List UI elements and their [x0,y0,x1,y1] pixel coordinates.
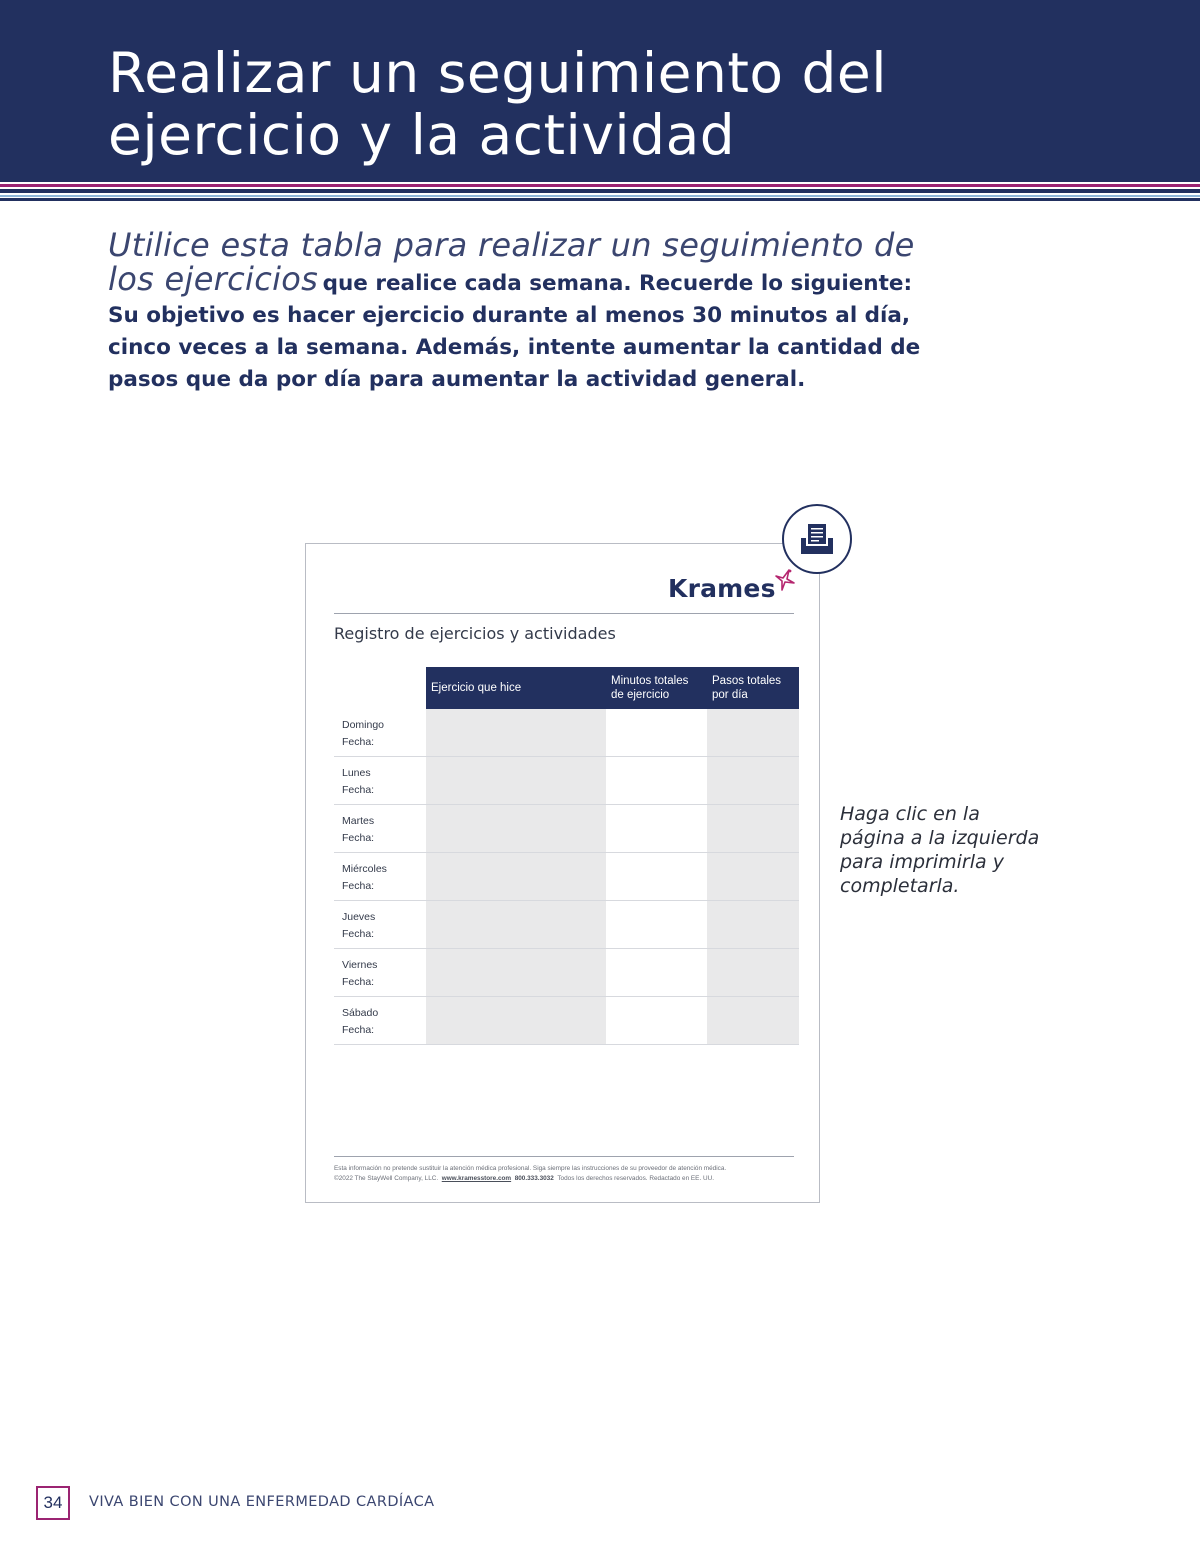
date-label: Fecha: [342,1024,375,1036]
minutes-cell [606,709,707,757]
minutes-cell [606,997,707,1045]
disclaimer-url: www.kramesstore.com [441,1175,512,1182]
disclaimer-phone: 800.333.3032 [514,1175,554,1182]
header-stripe-magenta [0,184,1200,187]
table-row [334,997,799,1045]
steps-cell [707,709,799,757]
day-cell [334,901,426,949]
day-name: Sábado [342,1007,379,1019]
page-title [108,42,1108,166]
table-row [334,949,799,997]
minutes-cell [606,949,707,997]
disclaimer-copyright: ©2022 The StayWell Company, LLC. [334,1175,439,1182]
page-number: 34 [36,1486,70,1520]
day-cell [334,949,426,997]
steps-cell [707,853,799,901]
table-header-blank [334,667,426,709]
day-name: Jueves [342,911,376,923]
minutes-cell [606,757,707,805]
date-label: Fecha: [342,832,375,844]
day-cell [334,805,426,853]
date-label: Fecha: [342,880,375,892]
table-row [334,709,799,757]
printable-form-preview[interactable] [305,543,820,1203]
table-row [334,853,799,901]
minutes-cell [606,853,707,901]
disclaimer-rights: Todos los derechos reservados. Redactado en EE. UU. [557,1175,714,1182]
exercise-cell [426,709,606,757]
page-title-line-1: Realizar un seguimiento del [108,41,888,105]
date-label: Fecha: [342,736,375,748]
column-header-minutes: Minutos totales de ejercicio [606,667,707,709]
date-label: Fecha: [342,976,375,988]
table-header-row [334,667,799,709]
exercise-log-table [334,667,799,1045]
exercise-cell [426,997,606,1045]
table-row [334,757,799,805]
header-stripe-blue [0,195,1200,197]
disclaimer-line-1: Esta información no pretende sustituir la atención médica profesional. Siga siempre las instrucciones de su proveedor de atención médica. [334,1165,727,1172]
day-name: Domingo [342,719,385,731]
steps-cell [707,805,799,853]
printer-icon [797,519,837,559]
form-title: Registro de ejercicios y actividades [334,624,616,643]
exercise-cell [426,901,606,949]
steps-cell [707,997,799,1045]
table-row [334,805,799,853]
form-bottom-rule [334,1156,794,1157]
header-stripe-navy-lower [0,198,1200,201]
day-cell [334,853,426,901]
header-stripe-navy [0,189,1200,193]
krames-logo-text: Krames [668,574,776,603]
page-title-line-2: ejercicio y la actividad [108,103,736,167]
exercise-cell [426,949,606,997]
hummingbird-logo-icon [773,566,797,592]
side-note: Haga clic en la página a la izquierda para imprimirla y completarla. [840,803,1040,897]
intro-italic-line-2: los ejercicios [108,260,319,298]
minutes-cell [606,805,707,853]
day-name: Lunes [342,767,371,779]
exercise-cell [426,805,606,853]
date-label: Fecha: [342,928,375,940]
day-name: Miércoles [342,863,387,875]
day-cell [334,757,426,805]
date-label: Fecha: [342,784,375,796]
form-disclaimer [334,1164,804,1184]
intro-paragraph [108,228,948,396]
day-cell [334,997,426,1045]
column-header-steps: Pasos totales por día [707,667,799,709]
day-name: Martes [342,815,375,827]
intro-italic-line-1: Utilice esta tabla para realizar un seguimiento de [108,226,915,264]
intro-bold-text: que realice cada semana. Recuerde lo siguiente: Su objetivo es hacer ejercicio durante al menos 30 minutos al día, cinco veces a la semana. Además, intente aumentar la cantidad de pasos que da por día para aumentar la actividad general. [108,271,921,392]
exercise-cell [426,853,606,901]
column-header-exercise: Ejercicio que hice [426,667,606,709]
steps-cell [707,757,799,805]
exercise-cell [426,757,606,805]
form-top-rule [334,613,794,614]
print-button[interactable] [782,504,852,574]
steps-cell [707,949,799,997]
minutes-cell [606,901,707,949]
steps-cell [707,901,799,949]
table-row [334,901,799,949]
day-cell [334,709,426,757]
day-name: Viernes [342,959,378,971]
publication-title: VIVA BIEN CON UNA ENFERMEDAD CARDÍACA [89,1494,435,1510]
